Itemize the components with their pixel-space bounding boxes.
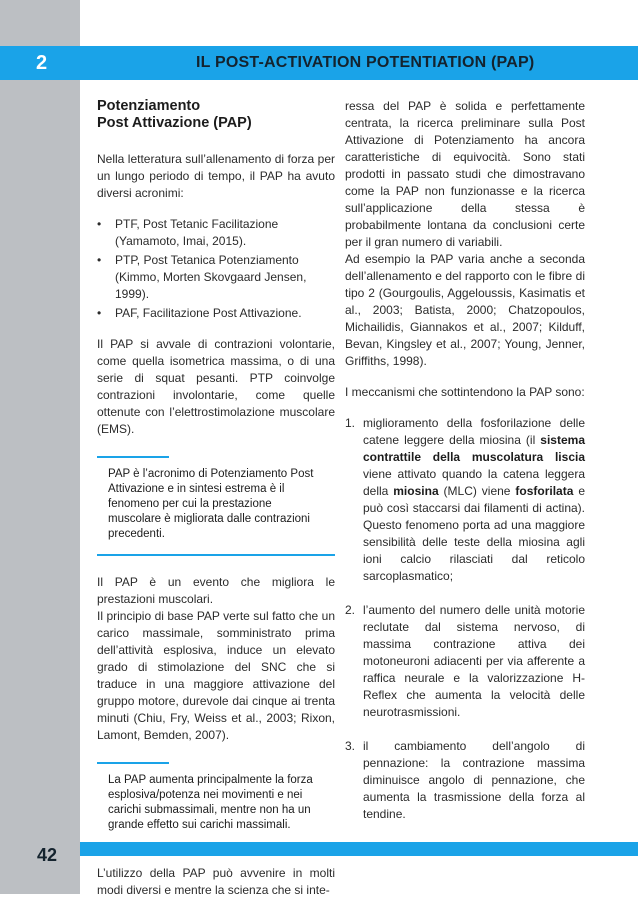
bullet-marker: •: [97, 306, 102, 320]
bullet-marker: •: [97, 217, 102, 231]
list-item: [345, 415, 585, 585]
item-number: 3.: [345, 739, 356, 753]
chapter-banner: [0, 46, 638, 80]
right-column: [345, 98, 585, 840]
pap-paragraph: Il PAP si avvale di contrazioni volontarie, come quella isometrica massima, o di una serie di squat pesanti. PTP coinvolge contrazioni involontarie, come quelle ottenute con l’elettrostimolazione muscolare (EMS).: [97, 337, 335, 436]
keyword-link[interactable]: fosforilata: [515, 484, 574, 498]
list-item-text: PAF, Facilitazione Post Attivazione.: [115, 306, 302, 320]
list-item: [345, 602, 585, 721]
usage-paragraph: L’utilizzo della PAP può avvenire in molti modi diversi e mentre la scienza che si inte-: [97, 866, 335, 897]
item-text: (MLC) viene: [438, 484, 516, 498]
mechanisms-list: [345, 415, 585, 823]
acronym-list: [97, 216, 335, 322]
page-number: 42: [37, 845, 58, 865]
example-paragraph: Ad esempio la PAP varia anche a seconda dell’allenamento e del rapporto con le fibre di tipo 2 (Gourgoulis, Aggeloussis, Kasimatis et al., 2003; Batista, 2000; Chatzopoulos, Michailidis, Giannakos et al., 2007; Kilduff, Bevan, Kingsley et al., 2007; Young, Jenner, Griffiths, 1998).: [345, 252, 585, 368]
left-column: [97, 98, 335, 899]
chapter-title: IL POST-ACTIVATION POTENTIATION (PAP): [196, 54, 535, 71]
continuation-paragraph: ressa del PAP è solida e perfettamente centrata, la ricerca preliminare sulla Post Attivazione di Potenziamento ha ancora caratteristiche di equivocità. Sono stati prodotti in passato studi che dimostravano come la PAP non funzionasse e la ricerca sull’applicazione della stessa è probabilmente lontana da conclusioni certe per il gran numero di variabili.: [345, 99, 585, 249]
list-item: [97, 216, 335, 250]
item-text: e può così staccarsi dai filamenti di actina). Questo fenomeno porta ad una maggiore sensibilità delle teste della miosina agli ioni calcio rilasciati dal reticolo sarcoplasmatico;: [363, 484, 585, 583]
footer-bar: [80, 842, 638, 856]
list-item-text: PTF, Post Tetanic Facilitazione (Yamamoto, Imai, 2015).: [115, 217, 279, 248]
principle-paragraph: Il principio di base PAP verte sul fatto che un carico massimale, somministrato prima dell’attività esplosiva, induce un elevato grado di stimolazione del SNC che si traduce in una maggiore attivazione del gruppo motore, durevole dai cinque ai trenta minuti (Chiu, Fry, Weiss et al., 2003; Rixon, Lamont, Bemden, 2007).: [97, 609, 335, 742]
section-heading-line2: Post Attivazione (PAP): [97, 115, 252, 131]
item-text: viene attivato quando la catena leggera della: [363, 467, 585, 498]
intro-paragraph: Nella letteratura sull’allenamento di forza per un lungo periodo di tempo, il PAP ha avuto diversi acronimi:: [97, 152, 335, 200]
section-heading-line1: Potenziamento: [97, 98, 201, 114]
definition-callout: PAP è l’acronimo di Potenziamento Post Attivazione e in sintesi estrema è il fenomeno per cui la prestazione muscolare è migliorata dalle contrazioni precedenti.: [97, 456, 335, 556]
mechanisms-intro: I meccanismi che sottintendono la PAP sono:: [345, 385, 585, 399]
list-item-text: PTP, Post Tetanica Potenziamento (Kimmo, Morten Skovgaard Jensen, 1999).: [115, 253, 307, 301]
page-sidebar: [0, 0, 80, 894]
item-text: miglioramento della fosforilazione delle catene leggere della miosina (il: [363, 416, 585, 447]
bullet-marker: •: [97, 253, 102, 267]
event-paragraph: Il PAP è un evento che migliora le prestazioni muscolari.: [97, 575, 335, 606]
item-text: l’aumento del numero delle unità motorie reclutate dal sistema nervoso, di massima contrazione attiva dei motoneuroni adiacenti per via afferente a raffica neurale e la valorizzazione H-Reflex che aumenta la velocità delle neurotrasmissioni.: [363, 603, 585, 719]
item-number: 2.: [345, 603, 356, 617]
keyword-link[interactable]: sistema contrattile della muscolatura liscia: [363, 433, 585, 464]
item-number: 1.: [345, 416, 356, 430]
effect-callout: La PAP aumenta principalmente la forza esplosiva/potenza nei movimenti e nei carichi submassimali, mentre non ha un grande effetto sui carichi massimali.: [97, 762, 335, 847]
list-item: [97, 305, 335, 322]
list-item: [97, 252, 335, 303]
keyword-link[interactable]: miosina: [393, 484, 439, 498]
chapter-number: 2: [36, 52, 48, 74]
list-item: [345, 738, 585, 823]
item-text: il cambiamento dell’angolo di pennazione: la contrazione massima diminuisce angolo di pennazione, che aumenta la trasmissione della forza al tendine.: [363, 739, 585, 821]
section-heading: [97, 98, 335, 132]
